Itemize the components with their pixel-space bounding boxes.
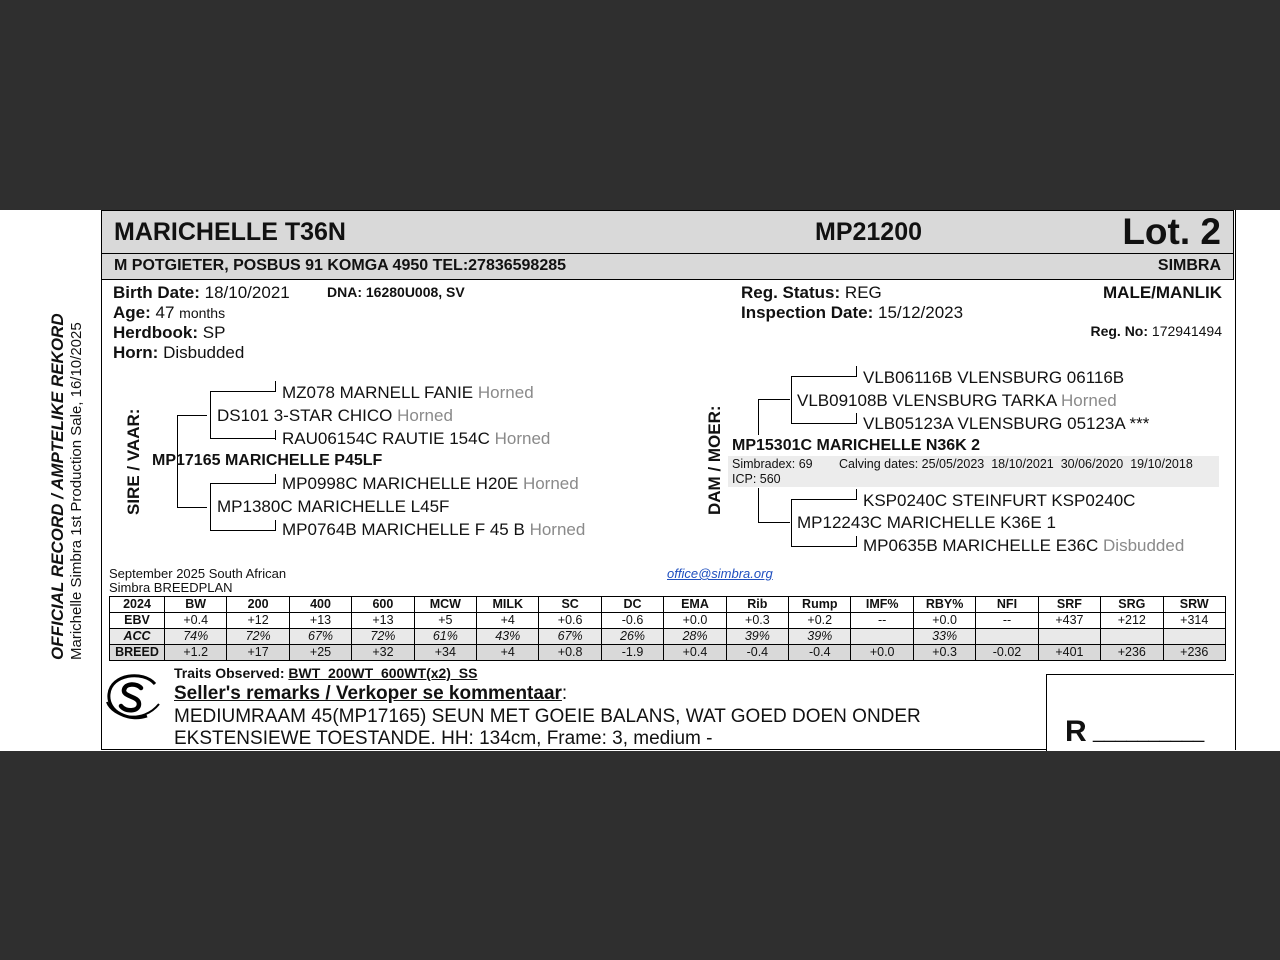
ebv-cell: +0.4 <box>664 645 726 661</box>
horn-tag: Horned <box>529 520 586 539</box>
ebv-cell: +0.2 <box>789 613 851 629</box>
ebv-header-cell: RBY% <box>913 597 975 613</box>
ebv-cell: -0.4 <box>789 645 851 661</box>
ebv-header-cell: SRF <box>1038 597 1100 613</box>
ebv-cell <box>1101 629 1163 645</box>
ebv-cell: +0.3 <box>913 645 975 661</box>
sex: MALE/MANLIK <box>1103 283 1222 302</box>
reg-status <box>741 283 882 303</box>
simbradex: Simbradex: 69 <box>732 457 813 471</box>
sire-sire-dam <box>282 429 550 449</box>
herdbook-value: SP <box>202 323 226 342</box>
icp: ICP: 560 <box>732 472 781 486</box>
side-caption <box>48 313 85 660</box>
ebv-row-label: BREED <box>110 645 165 661</box>
dam-dam-line-bottom <box>791 546 857 547</box>
ebv-cell: -- <box>851 613 913 629</box>
ebv-cell: +236 <box>1163 645 1226 661</box>
ebv-cell: 26% <box>601 629 663 645</box>
ebv-header-cell: Rib <box>726 597 788 613</box>
ebv-cell: 39% <box>726 629 788 645</box>
horn-value: Disbudded <box>163 343 245 362</box>
ebv-cell <box>1038 629 1100 645</box>
ebv-cell: +13 <box>289 613 351 629</box>
ebv-cell: +5 <box>414 613 476 629</box>
herdbook <box>113 323 225 343</box>
sire-dam-tick-bottom <box>275 520 276 530</box>
sire-name: MP17165 MARICHELLE P45LF <box>152 452 383 469</box>
ebv-header-cell: EMA <box>664 597 726 613</box>
sire-label: SIRE / VAAR: <box>124 408 143 515</box>
horn-tag: Horned <box>1060 391 1117 410</box>
horn-tag: Horned <box>522 474 579 493</box>
pedigree-name: RAU06154C RAUTIE 154C <box>282 429 490 448</box>
official-record-label: OFFICIAL RECORD / AMPTELIKE REKORD <box>48 313 67 660</box>
ebv-table <box>109 596 1226 661</box>
pedigree-name: MZ078 MARNELL FANIE <box>282 383 474 402</box>
ebv-header-cell: MCW <box>414 597 476 613</box>
ebv-cell: +0.4 <box>165 613 227 629</box>
ebv-header-cell: DC <box>601 597 663 613</box>
ebv-cell: +0.0 <box>851 645 913 661</box>
dam-dam-line-top <box>791 499 857 500</box>
sire-dam-tick-top <box>275 474 276 484</box>
age-unit: months <box>179 305 226 321</box>
sire-sire-tick-bottom <box>275 430 276 440</box>
ebv-header-cell: IMF% <box>851 597 913 613</box>
dam-sire <box>797 391 1117 411</box>
ebv-cell: -0.6 <box>601 613 663 629</box>
ebv-cell: +236 <box>1101 645 1163 661</box>
reg-status-label: Reg. Status: <box>741 283 841 302</box>
dam-bracket-top-h <box>758 399 790 400</box>
breeder-info: M POTGIETER, POSBUS 91 KOMGA 4950 TEL:27836598285 <box>114 257 567 274</box>
ebv-cell: +13 <box>352 613 414 629</box>
ebv-cell <box>976 629 1038 645</box>
dam-sire-sire: VLB06116B VLENSBURG 06116B <box>863 368 1125 387</box>
horn-tag: Horned <box>477 383 534 402</box>
sire-dam: MP1380C MARICHELLE L45F <box>217 497 450 516</box>
ebv-cell: +0.3 <box>726 613 788 629</box>
ebv-cell: +437 <box>1038 613 1100 629</box>
dam-dam-bracket <box>791 499 792 546</box>
ebv-header-cell: NFI <box>976 597 1038 613</box>
ebv-cell: -1.9 <box>601 645 663 661</box>
reg-no-label: Reg. No: <box>1090 323 1149 339</box>
birth-date-value: 18/10/2021 <box>204 283 290 302</box>
breedplan-line1: September 2025 South African <box>109 566 287 581</box>
inspection-date <box>741 303 963 323</box>
ebv-row-label: EBV <box>110 613 165 629</box>
ebv-cell: +34 <box>414 645 476 661</box>
ebv-cell: -0.4 <box>726 645 788 661</box>
pedigree-name: VLB09108B VLENSBURG TARKA <box>797 391 1057 410</box>
ebv-cell: +32 <box>352 645 414 661</box>
remarks-line1: MEDIUMRAAM 45(MP17165) SEUN MET GOEIE BALANS, WAT GOED DOEN ONDER <box>174 706 921 727</box>
horn-label: Horn: <box>113 343 159 362</box>
lot-number: Lot. 2 <box>1122 211 1221 252</box>
traits-observed <box>174 665 477 681</box>
dam-dam-tick-bottom <box>856 536 857 546</box>
inspection-label: Inspection Date: <box>741 303 874 322</box>
remarks-line2: EKSTENSIEWE TOESTANDE. HH: 134cm, Frame: 3, medium - <box>174 728 713 749</box>
sire-dam-bracket <box>210 483 211 530</box>
reg-status-value: REG <box>844 283 882 302</box>
ebv-header-cell: Rump <box>789 597 851 613</box>
dam-sire-bracket <box>791 376 792 423</box>
pedigree-name: MP0998C MARICHELLE H20E <box>282 474 519 493</box>
price-symbol: R <box>1065 715 1087 748</box>
card-bottom-border <box>101 749 1047 750</box>
price-box[interactable] <box>1046 674 1234 751</box>
sire-dam-sire <box>282 474 579 494</box>
sire-dam-line-bottom <box>210 530 276 531</box>
age-label: Age: <box>113 303 151 322</box>
ebv-header-cell: SRG <box>1101 597 1163 613</box>
ebv-cell: 28% <box>664 629 726 645</box>
sire-sire-line-bottom <box>210 438 276 439</box>
birth-date <box>113 283 290 303</box>
ebv-cell: 67% <box>289 629 351 645</box>
age <box>113 303 225 323</box>
ebv-cell: 39% <box>789 629 851 645</box>
dam-dam-tick-top <box>856 489 857 499</box>
horn-status <box>113 343 244 363</box>
dam-sire-dam: VLB05123A VLENSBURG 05123A *** <box>863 414 1150 433</box>
ebv-cell: +25 <box>289 645 351 661</box>
dna-info: DNA: 16280U008, SV <box>327 284 465 300</box>
horn-tag: Disbudded <box>1103 536 1185 555</box>
dam-sire-tick-bottom <box>856 413 857 423</box>
ebv-row-acc <box>110 629 1226 645</box>
ebv-cell: -0.02 <box>976 645 1038 661</box>
ebv-header-cell: SC <box>539 597 601 613</box>
reg-no-value: 172941494 <box>1151 323 1222 339</box>
sire-sire-tick-top <box>275 381 276 391</box>
dam-bracket-bottom <box>758 488 759 522</box>
dam-name: MP15301C MARICHELLE N36K 2 <box>732 437 981 454</box>
ebv-cell: +0.0 <box>664 613 726 629</box>
ebv-cell <box>1163 629 1226 645</box>
breedplan-line2: Simbra BREEDPLAN <box>109 580 233 595</box>
inspection-value: 15/12/2023 <box>877 303 964 322</box>
dam-dam-sire: KSP0240C STEINFURT KSP0240C <box>863 491 1136 510</box>
reg-no <box>1090 323 1222 339</box>
traits-label: Traits Observed: <box>174 665 285 681</box>
ebv-cell: +0.8 <box>539 645 601 661</box>
animal-id: MP21200 <box>815 218 923 246</box>
ebv-header-cell: 200 <box>227 597 289 613</box>
ebv-cell: 61% <box>414 629 476 645</box>
age-value: 47 <box>155 303 175 322</box>
ebv-cell: +0.6 <box>539 613 601 629</box>
herdbook-label: Herdbook: <box>113 323 198 342</box>
remarks-heading <box>174 683 567 705</box>
breeder-bar <box>101 254 1234 280</box>
pedigree-name: MP0764B MARICHELLE F 45 B <box>282 520 525 539</box>
dam-sire-line-bottom <box>791 423 857 424</box>
ebv-row-label: ACC <box>110 629 165 645</box>
title-bar <box>101 210 1234 254</box>
ebv-cell: 33% <box>913 629 975 645</box>
dam-sire-line-top <box>791 376 857 377</box>
dam-dam-dam <box>863 536 1184 556</box>
sire-sire <box>217 406 453 426</box>
sire-bracket-bottom <box>177 507 207 508</box>
ebv-cell: +0.0 <box>913 613 975 629</box>
ebv-header-cell: MILK <box>477 597 539 613</box>
email-link[interactable]: office@simbra.org <box>667 566 773 581</box>
sire-dam-dam <box>282 520 585 540</box>
dam-label: DAM / MOER: <box>705 405 724 515</box>
ebv-header-cell: 600 <box>352 597 414 613</box>
ebv-header-row <box>110 597 1226 613</box>
birth-date-label: Birth Date: <box>113 283 200 302</box>
price-blank: __________ <box>1093 721 1205 743</box>
remarks-colon: : <box>561 683 568 704</box>
sire-dam-line-top <box>210 483 276 484</box>
traits-value: BWT 200WT 600WT(x2) SS <box>288 665 478 681</box>
dam-bracket-bottom-h <box>758 522 790 523</box>
ebv-cell: -- <box>976 613 1038 629</box>
ebv-cell <box>851 629 913 645</box>
ebv-cell: +4 <box>477 613 539 629</box>
pedigree-name: MP0635B MARICHELLE E36C <box>863 536 1099 555</box>
dam-sire-tick-top <box>856 366 857 376</box>
ebv-header-cell: 400 <box>289 597 351 613</box>
animal-name: MARICHELLE T36N <box>114 218 346 246</box>
ebv-header-cell: 2024 <box>110 597 165 613</box>
ebv-cell: +12 <box>227 613 289 629</box>
ebv-cell: 72% <box>227 629 289 645</box>
breed-name: SIMBRA <box>1157 257 1221 274</box>
sire-sire-bracket <box>210 391 211 438</box>
pedigree-name: DS101 3-STAR CHICO <box>217 406 393 425</box>
dam-bracket-top <box>758 399 759 435</box>
dam-dam: MP12243C MARICHELLE K36E 1 <box>797 513 1056 532</box>
ebv-cell: 74% <box>165 629 227 645</box>
remarks-title: Seller's remarks / Verkoper se kommentaar <box>174 683 562 704</box>
ebv-cell: +314 <box>1163 613 1226 629</box>
ebv-cell: 67% <box>539 629 601 645</box>
ebv-cell: +212 <box>1101 613 1163 629</box>
ebv-cell: +1.2 <box>165 645 227 661</box>
ebv-header-cell: BW <box>165 597 227 613</box>
sire-sire-sire <box>282 383 534 403</box>
sire-sire-line-top <box>210 391 276 392</box>
sire-bracket-top <box>177 415 207 416</box>
horn-tag: Horned <box>397 406 453 425</box>
calving-dates: Calving dates: 25/05/2023 18/10/2021 30/06/2020 19/10/2018 <box>839 457 1193 471</box>
sale-name-label: Marichelle Simbra 1st Production Sale, 16/10/2025 <box>68 322 85 660</box>
simbra-logo <box>103 672 161 724</box>
ebv-cell: +17 <box>227 645 289 661</box>
ebv-cell: +4 <box>477 645 539 661</box>
ebv-row-ebv <box>110 613 1226 629</box>
ebv-cell: +401 <box>1038 645 1100 661</box>
horn-tag: Horned <box>494 429 551 448</box>
ebv-header-cell: SRW <box>1163 597 1226 613</box>
ebv-cell: 72% <box>352 629 414 645</box>
ebv-cell: 43% <box>477 629 539 645</box>
ebv-row-breed <box>110 645 1226 661</box>
